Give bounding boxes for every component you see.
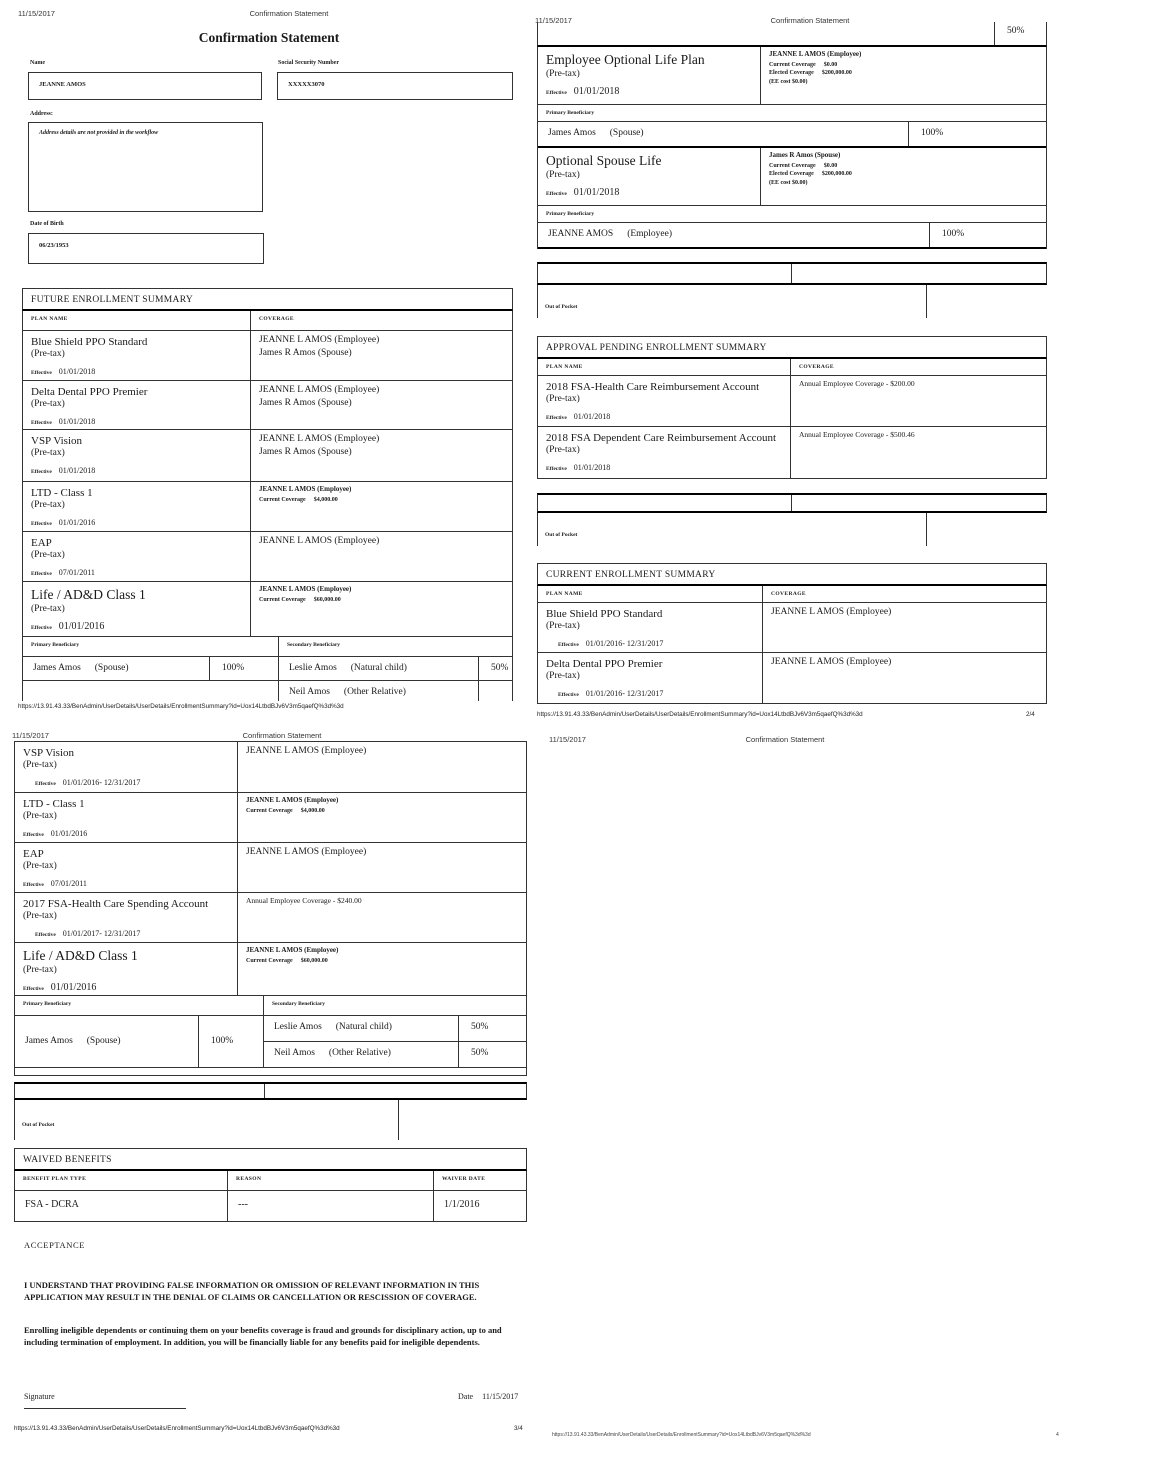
ee-cost: (EE cost $0.00) — [769, 179, 808, 186]
effective-label: Effective — [558, 692, 579, 698]
effective-date: 01/01/2016- 12/31/2017 — [62, 778, 141, 787]
dob-field-label: Date of Birth — [30, 221, 64, 227]
coverage-person: JEANNE L AMOS (Employee) — [769, 50, 862, 58]
effective-label: Effective — [31, 521, 52, 527]
page-header-date: 11/15/2017 — [535, 16, 572, 25]
effective-label: Effective — [23, 986, 44, 992]
primary-beneficiary-label: Primary Beneficiary — [546, 211, 595, 217]
plan-pretax: (Pre-tax) — [23, 911, 57, 921]
plan-pretax: (Pre-tax) — [23, 811, 57, 821]
effective-date: 01/01/2018 — [58, 466, 96, 475]
effective-label: Effective — [558, 642, 579, 648]
footer-url: https://13.91.43.33/BenAdmin/UserDetails/UserDetails/EnrollmentSummary?id=Uox14LtbdBJv6V3m5qaefQ%3d%3d — [537, 711, 863, 718]
out-of-pocket-label: Out of Pocket — [22, 1122, 55, 1128]
plan-name: Life / AD&D Class 1 — [23, 948, 138, 963]
footer-url: https://13.91.43.33/BenAdmin/UserDetails/UserDetails/EnrollmentSummary?id=Uox14LtbdBJv6V3m5qaefQ%3d%3d — [18, 703, 344, 710]
secondary-beneficiary-label: Secondary Beneficiary — [264, 996, 526, 1016]
secondary-beneficiary-label: Secondary Beneficiary — [279, 637, 512, 657]
plan-name: Life / AD&D Class 1 — [31, 587, 146, 602]
beneficiary-relation: (Other Relative) — [343, 687, 406, 697]
effective-label: Effective — [31, 370, 52, 376]
beneficiary-name: Neil Amos (Other Relative) — [289, 687, 406, 697]
page-number: 4 — [1056, 1432, 1059, 1438]
ssn-field-value: XXXXX3070 — [288, 81, 325, 88]
date-value: 11/15/2017 — [482, 1392, 519, 1401]
column-header-plan-name: PLAN NAME — [23, 311, 251, 330]
column-header-coverage: COVERAGE — [799, 364, 834, 370]
date-label: Date 11/15/2017 — [458, 1392, 519, 1401]
plan-name: Delta Dental PPO Premier — [546, 658, 663, 670]
coverage-person: JEANNE L AMOS (Employee) — [246, 796, 339, 804]
out-of-pocket-label: Out of Pocket — [545, 532, 578, 538]
coverage-person: JEANNE L AMOS (Employee) — [771, 657, 892, 667]
plan-pretax: (Pre-tax) — [546, 394, 580, 404]
coverage-person: JEANNE L AMOS (Employee) — [259, 485, 352, 493]
section-header: CURRENT ENROLLMENT SUMMARY — [537, 563, 1047, 586]
plan-name: VSP Vision — [23, 747, 74, 759]
footer-url: https://13.91.43.33/BenAdmin/UserDetails/UserDetails/EnrollmentSummary?id=Uox14LtbdBJv6V3m5qaefQ%3d%3d — [552, 1432, 811, 1438]
plan-pretax: (Pre-tax) — [31, 399, 65, 409]
current-coverage-value: $60,000.00 — [313, 596, 341, 603]
beneficiary-relation: (Spouse) — [94, 663, 129, 673]
plan-name: 2018 FSA Dependent Care Reimbursement Account — [546, 432, 777, 444]
beneficiary-relation: (Other Relative) — [328, 1048, 391, 1058]
beneficiary-relation: (Natural child) — [350, 663, 407, 673]
plan-pretax: (Pre-tax) — [546, 671, 580, 681]
coverage-person: James R Amos (Spouse) — [259, 446, 352, 457]
plan-name: 2018 FSA-Health Care Reimbursement Account — [546, 381, 760, 393]
column-header-plan-name: PLAN NAME — [538, 586, 763, 602]
current-coverage-label: Current Coverage — [246, 807, 293, 814]
current-coverage-label: Current Coverage — [259, 496, 306, 503]
plan-name: Delta Dental PPO Premier — [31, 386, 148, 398]
elected-coverage-value: $200,000.00 — [821, 171, 852, 178]
effective-date: 07/01/2011 — [58, 568, 95, 577]
effective-label: Effective — [35, 781, 56, 787]
plan-pretax: (Pre-tax) — [31, 604, 65, 614]
signature-label: Signature — [24, 1392, 55, 1401]
beneficiary-percent: 50% — [458, 1042, 526, 1067]
effective-date: 01/01/2016 — [50, 982, 97, 993]
elected-coverage-label: Elected Coverage — [769, 171, 814, 178]
beneficiary-relation: (Spouse) — [609, 128, 644, 138]
name-field-label: Name — [30, 60, 45, 66]
current-coverage-value: $4,000.00 — [300, 807, 325, 814]
effective-label: Effective — [35, 932, 56, 938]
footer-url: https://13.91.43.33/BenAdmin/UserDetails/UserDetails/EnrollmentSummary?id=Uox14LtbdBJv6V3m5qaefQ%3d%3d — [14, 1425, 340, 1432]
waived-plan-type: FSA - DCRA — [15, 1191, 228, 1221]
plan-name: Blue Shield PPO Standard — [31, 336, 148, 348]
plan-name: EAP — [23, 848, 44, 860]
page-number: 2/4 — [1026, 711, 1035, 718]
coverage-person: JEANNE L AMOS (Employee) — [246, 847, 367, 857]
page-header-date: 11/15/2017 — [549, 735, 586, 744]
effective-label: Effective — [31, 625, 52, 631]
current-coverage-value: $4,000.00 — [313, 496, 338, 503]
beneficiary-percent: 50% — [478, 657, 512, 680]
waived-date: 1/1/2016 — [444, 1199, 480, 1210]
document-title: Confirmation Statement — [198, 30, 340, 45]
plan-name: 2017 FSA-Health Care Spending Account — [23, 898, 209, 910]
plan-pretax: (Pre-tax) — [546, 445, 580, 455]
plan-name: Employee Optional Life Plan — [546, 52, 705, 67]
coverage-person: JEANNE L AMOS (Employee) — [259, 434, 380, 444]
primary-beneficiary-label: Primary Beneficiary — [15, 996, 263, 1016]
out-of-pocket-label: Out of Pocket — [545, 304, 578, 310]
beneficiary-name: Leslie Amos (Natural child) — [274, 1022, 392, 1032]
effective-date: 01/01/2017- 12/31/2017 — [62, 929, 141, 938]
effective-date: 01/01/2018 — [573, 187, 620, 198]
plan-pretax: (Pre-tax) — [23, 760, 57, 770]
effective-date: 01/01/2016 — [58, 621, 105, 632]
coverage-person: JEANNE L AMOS (Employee) — [259, 385, 380, 395]
beneficiary-percent: 100% — [198, 1016, 263, 1067]
current-coverage-label: Current Coverage — [246, 957, 293, 964]
page-header-date: 11/15/2017 — [12, 731, 49, 740]
address-note: Address details are not provided in the workflow — [39, 130, 159, 136]
waived-reason: --- — [228, 1191, 434, 1221]
effective-label: Effective — [31, 469, 52, 475]
beneficiary-percent: 100% — [209, 657, 278, 680]
page-header-title: Confirmation Statement — [770, 16, 850, 25]
coverage-person: JEANNE L AMOS (Employee) — [246, 746, 367, 756]
plan-pretax: (Pre-tax) — [546, 69, 580, 79]
effective-date: 01/01/2016 — [50, 829, 88, 838]
ssn-field-label: Social Security Number — [278, 60, 339, 66]
current-coverage-value: $60,000.00 — [300, 957, 328, 964]
plan-name: LTD - Class 1 — [31, 487, 93, 499]
current-coverage-value: $0.00 — [823, 61, 838, 68]
beneficiary-name: James Amos (Spouse) — [548, 128, 644, 138]
column-header-benefit-plan-type: BENEFIT PLAN TYPE — [15, 1171, 228, 1190]
effective-date: 01/01/2018 — [58, 417, 96, 426]
column-header-waiver-date: WAIVER DATE — [442, 1176, 486, 1182]
annual-coverage: Annual Employee Coverage - $240.00 — [246, 896, 362, 905]
page-header-title: Confirmation Statement — [745, 735, 825, 744]
beneficiary-relation: (Spouse) — [86, 1036, 121, 1046]
effective-date: 01/01/2018 — [573, 86, 620, 97]
elected-coverage-value: $200,000.00 — [821, 70, 852, 77]
dob-field-value: 06/23/1953 — [39, 242, 69, 249]
page-header-title: Confirmation Statement — [249, 9, 329, 18]
beneficiary-name: JEANNE AMOS (Employee) — [548, 229, 673, 239]
plan-name: Optional Spouse Life — [546, 153, 662, 168]
column-header-coverage: COVERAGE — [771, 591, 806, 597]
current-coverage-label: Current Coverage — [259, 596, 306, 603]
effective-date: 01/01/2016- 12/31/2017 — [585, 689, 664, 698]
effective-date: 01/01/2016 — [58, 518, 96, 527]
effective-label: Effective — [31, 420, 52, 426]
acceptance-paragraph: I UNDERSTAND THAT PROVIDING FALSE INFORMATION OR OMISSION OF RELEVANT INFORMATION IN THIS APPLICATION MAY RESULT IN THE DENIAL OF CLAIMS OR CANCELLATION OR RESCISSION OF COVERAGE. — [24, 1280, 480, 1303]
effective-date: 07/01/2011 — [50, 879, 87, 888]
current-coverage-label: Current Coverage — [769, 162, 816, 169]
beneficiary-percent: 50% — [458, 1016, 526, 1041]
acceptance-heading: ACCEPTANCE — [24, 1240, 86, 1250]
coverage-person: James R Amos (Spouse) — [259, 347, 352, 358]
effective-label: Effective — [31, 571, 52, 577]
elected-coverage-label: Elected Coverage — [769, 70, 814, 77]
address-field-label: Address: — [30, 111, 53, 117]
plan-pretax: (Pre-tax) — [23, 861, 57, 871]
column-header-plan-name: PLAN NAME — [538, 359, 791, 375]
acceptance-paragraph: Enrolling ineligible dependents or continuing them on your benefits coverage is fraud and grounds for disciplinary action, up to and including termination of employment. In addition, you will be financially liable for any benefits paid for ineligible dependents. — [24, 1325, 502, 1348]
plan-pretax: (Pre-tax) — [546, 621, 580, 631]
ee-cost: (EE cost $0.00) — [769, 78, 808, 85]
primary-beneficiary-label: Primary Beneficiary — [23, 637, 278, 657]
beneficiary-percent: 100% — [908, 122, 1046, 146]
effective-date: 01/01/2018 — [573, 463, 611, 472]
coverage-person: James R Amos (Spouse) — [769, 151, 841, 159]
plan-pretax: (Pre-tax) — [31, 500, 65, 510]
page-header-date: 11/15/2017 — [18, 9, 55, 18]
current-coverage-label: Current Coverage — [769, 61, 816, 68]
column-header-coverage: COVERAGE — [259, 316, 294, 322]
beneficiary-name: Leslie Amos (Natural child) — [289, 663, 407, 673]
plan-name: EAP — [31, 537, 52, 549]
effective-label: Effective — [546, 415, 567, 421]
beneficiary-name: James Amos (Spouse) — [25, 1036, 121, 1046]
plan-pretax: (Pre-tax) — [23, 965, 57, 975]
beneficiary-name: Neil Amos (Other Relative) — [274, 1048, 391, 1058]
column-header-reason: REASON — [228, 1171, 434, 1190]
section-header: FUTURE ENROLLMENT SUMMARY — [22, 288, 513, 311]
section-header: WAIVED BENEFITS — [14, 1148, 527, 1171]
plan-pretax: (Pre-tax) — [31, 448, 65, 458]
beneficiary-name: James Amos (Spouse) — [33, 663, 129, 673]
effective-label: Effective — [546, 466, 567, 472]
current-coverage-value: $0.00 — [823, 162, 838, 169]
plan-name: VSP Vision — [31, 435, 82, 447]
plan-pretax: (Pre-tax) — [31, 550, 65, 560]
coverage-person: James R Amos (Spouse) — [259, 397, 352, 408]
plan-name: Blue Shield PPO Standard — [546, 608, 663, 620]
section-header: APPROVAL PENDING ENROLLMENT SUMMARY — [537, 336, 1047, 359]
beneficiary-percent: 50% — [994, 22, 1046, 45]
effective-date: 01/01/2016- 12/31/2017 — [585, 639, 664, 648]
annual-coverage: Annual Employee Coverage - $200.00 — [799, 379, 915, 388]
plan-pretax: (Pre-tax) — [546, 170, 580, 180]
coverage-person: JEANNE L AMOS (Employee) — [259, 585, 352, 593]
coverage-person: JEANNE L AMOS (Employee) — [259, 536, 380, 546]
coverage-person: JEANNE L AMOS (Employee) — [771, 607, 892, 617]
effective-date: 01/01/2018 — [58, 367, 96, 376]
effective-label: Effective — [546, 90, 567, 96]
coverage-person: JEANNE L AMOS (Employee) — [259, 335, 380, 345]
page-number: 3/4 — [514, 1425, 523, 1432]
page-header-title: Confirmation Statement — [242, 731, 322, 740]
beneficiary-relation: (Employee) — [627, 229, 673, 239]
beneficiary-percent: 100% — [929, 223, 1046, 247]
primary-beneficiary-label: Primary Beneficiary — [546, 110, 595, 116]
annual-coverage: Annual Employee Coverage - $500.46 — [799, 430, 915, 439]
effective-label: Effective — [23, 882, 44, 888]
effective-date: 01/01/2018 — [573, 412, 611, 421]
plan-name: LTD - Class 1 — [23, 798, 85, 810]
effective-label: Effective — [23, 832, 44, 838]
effective-label: Effective — [546, 191, 567, 197]
coverage-person: JEANNE L AMOS (Employee) — [246, 946, 339, 954]
name-field-value: JEANNE AMOS — [39, 81, 86, 88]
beneficiary-relation: (Natural child) — [335, 1022, 392, 1032]
plan-pretax: (Pre-tax) — [31, 349, 65, 359]
